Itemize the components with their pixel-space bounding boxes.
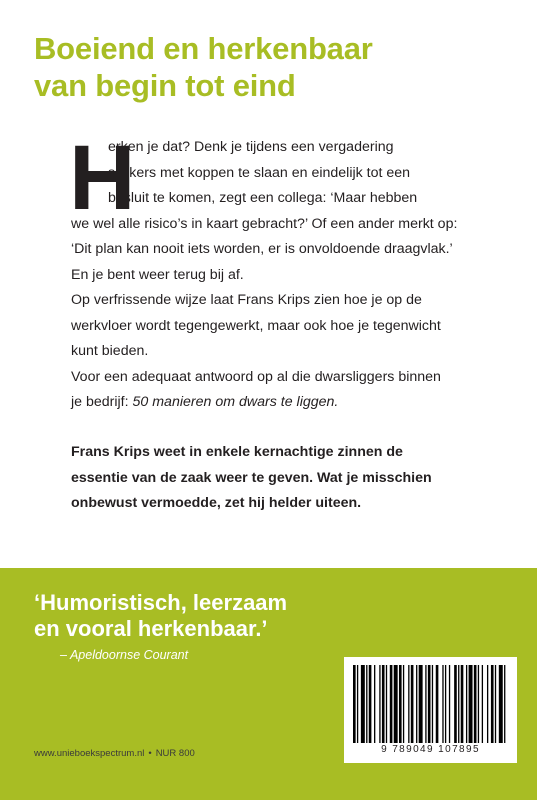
drop-cap: H [69, 127, 136, 229]
blurb-paragraph-3 [71, 365, 481, 416]
author-summary [71, 440, 481, 517]
blurb-line: Voor een adequaat antwoord op al die dwarsliggers binnen [71, 368, 441, 385]
barcode-bar [353, 665, 356, 743]
barcode-bar [428, 665, 431, 743]
barcode-bar [386, 665, 387, 743]
barcode-bar [458, 665, 459, 743]
barcode-bar [499, 665, 503, 743]
barcode-bar [366, 665, 367, 743]
barcode-bar [482, 665, 483, 743]
barcode-bar [491, 665, 494, 743]
headline-line-2: van begin tot eind [34, 68, 296, 103]
barcode-bar [382, 665, 385, 743]
barcode-bar [442, 665, 443, 743]
headline [34, 30, 514, 104]
blurb-body [69, 127, 481, 416]
barcode-bar [436, 665, 439, 743]
barcode-bar [411, 665, 414, 743]
blurb-line: spijkers met koppen te slaan en eindelijk tot een [108, 164, 411, 181]
quote-line-1: ‘Humoristisch, leerzaam [34, 590, 288, 615]
barcode-bar [504, 665, 505, 743]
blurb-line: erken je dat? Denk je tijdens een vergadering [108, 139, 394, 155]
barcode-bar [495, 665, 496, 743]
barcode-bar [445, 665, 446, 743]
barcode-bar [399, 665, 402, 743]
barcode-bar [361, 665, 365, 743]
barcode-bar [379, 665, 380, 743]
blurb-line [71, 390, 481, 416]
review-quote [34, 590, 287, 642]
barcode-bar [394, 665, 398, 743]
barcode-bar [369, 665, 372, 743]
summary-line: onbewust vermoedde, zet hij helder uiteen. [71, 495, 362, 511]
footer-separator: • [148, 748, 152, 759]
blurb-line: we wel alle risico’s in kaart gebracht?’ Of een ander merkt op: [71, 215, 458, 232]
blurb-line-prefix: je bedrijf: [71, 394, 133, 410]
barcode-bar [449, 665, 450, 743]
book-title: 50 manieren om dwars te liggen. [132, 394, 339, 410]
blurb-line: En je bent weer terug bij af. [71, 266, 244, 283]
barcode-bar [374, 665, 375, 743]
barcode-bar [403, 665, 404, 743]
publisher-url: www.unieboekspectrum.nl [34, 748, 145, 759]
blurb-line: Op verfrissende wijze laat Frans Krips zien hoe je op de [71, 292, 422, 308]
headline-line-1: Boeiend en herkenbaar [34, 31, 373, 66]
barcode-bar [432, 665, 433, 743]
summary-line: essentie van de zaak weer te geven. Wat je misschien [71, 469, 432, 486]
barcode-bar [487, 665, 488, 743]
barcode-bars [353, 665, 508, 743]
back-cover-bottom-band [0, 568, 537, 800]
barcode-bar [357, 665, 358, 743]
isbn-number: 9 789049 107895 [381, 744, 480, 755]
blurb-line: ‘Dit plan kan nooit iets worden, er is onvoldoende draagvlak.’ [71, 241, 453, 257]
barcode-bar [425, 665, 426, 743]
barcode-bar [474, 665, 477, 743]
barcode-bar [454, 665, 457, 743]
blurb-paragraph-2 [71, 288, 481, 365]
blurb-line: kunt bieden. [71, 343, 149, 359]
barcode-bar [466, 665, 467, 743]
quote-source: – Apeldoornse Courant [60, 648, 189, 662]
barcode-bar [390, 665, 393, 743]
barcode-bar [461, 665, 464, 743]
summary-line: Frans Krips weet in enkele kernachtige zinnen de [71, 444, 403, 460]
barcode-bar [478, 665, 479, 743]
nur-code: NUR 800 [155, 748, 195, 759]
blurb-line: werkvloer wordt tegengewerkt, maar ook hoe je tegenwicht [71, 317, 441, 334]
blurb-line: besluit te komen, zegt een collega: ‘Maar hebben [108, 190, 418, 206]
barcode [344, 657, 517, 763]
quote-line-2: en vooral herkenbaar.’ [34, 616, 268, 641]
barcode-bar [416, 665, 417, 743]
barcode-bar [408, 665, 409, 743]
barcode-bar [419, 665, 423, 743]
footer [34, 748, 195, 759]
barcode-bar [469, 665, 473, 743]
